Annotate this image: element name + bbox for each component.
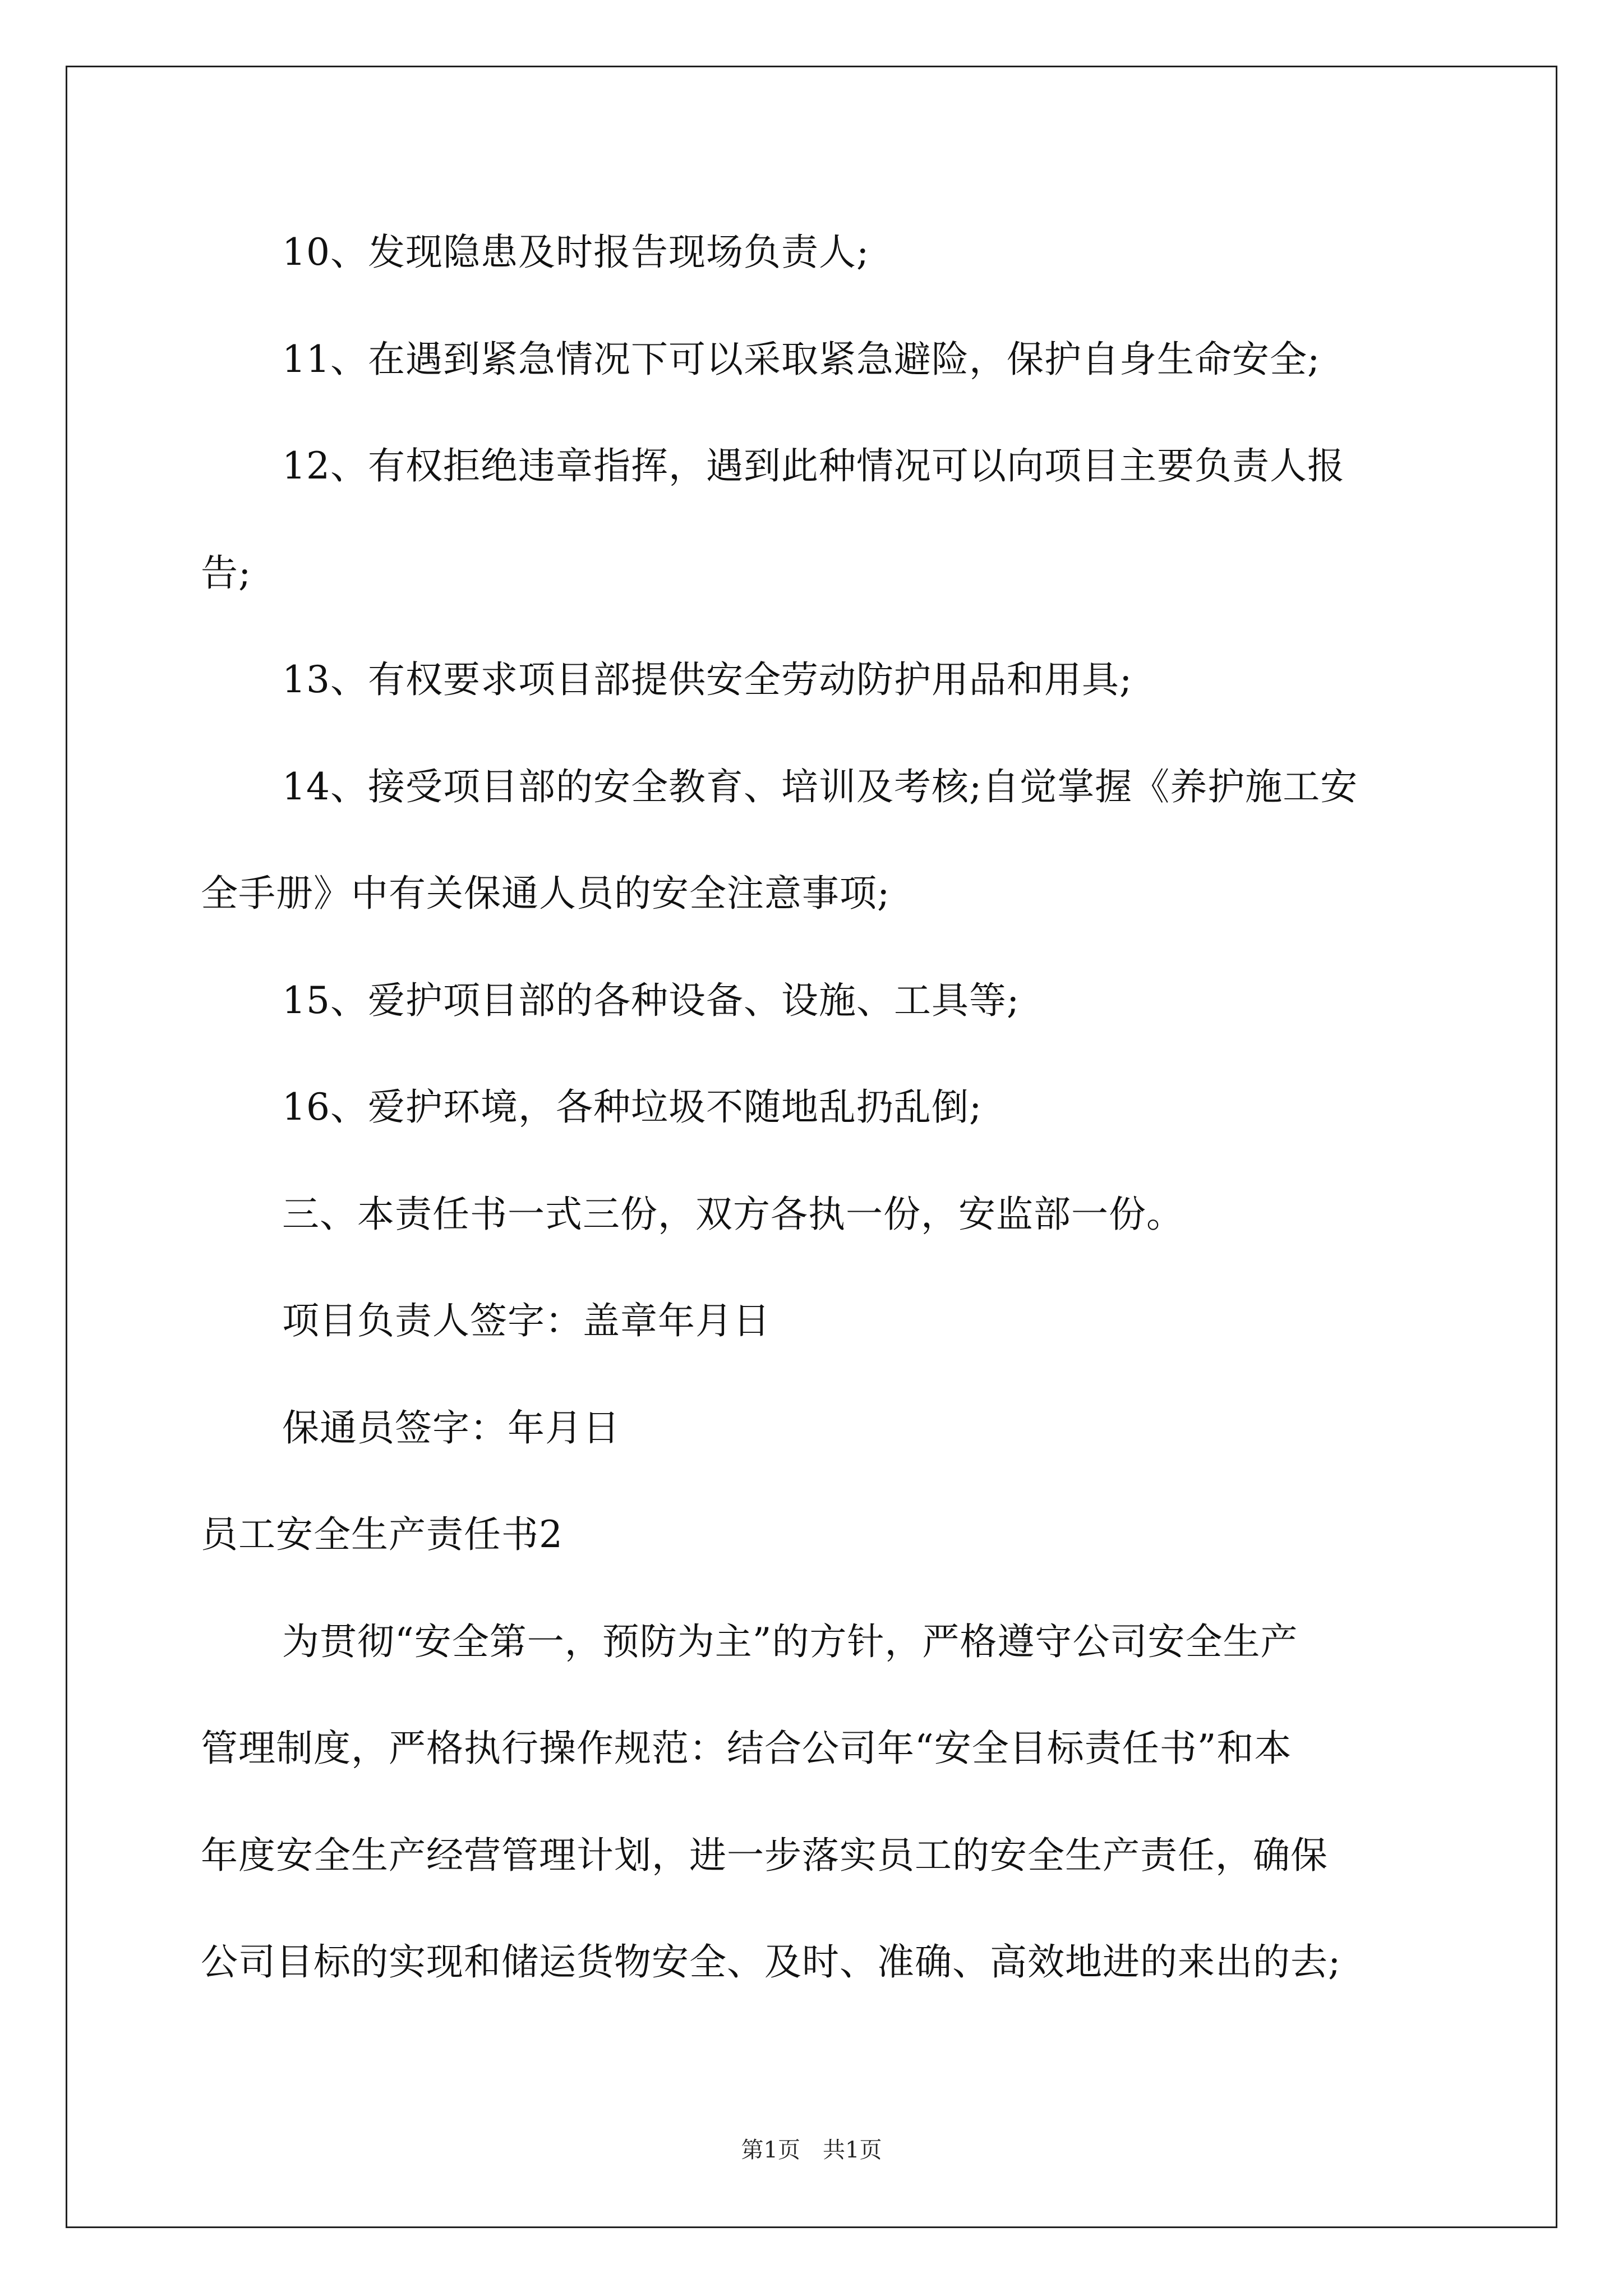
intro-paragraph-line-3: 年度安全生产经营管理计划，进一步落实员工的安全生产责任，确保	[201, 1834, 1328, 1877]
item-15: 15、爱护项目部的各种设备、设施、工具等;	[282, 979, 1020, 1022]
item-12: 12、有权拒绝违章指挥，遇到此种情况可以向项目主要负责人报	[282, 444, 1345, 487]
page-border	[66, 66, 1557, 2228]
intro-paragraph-line-4: 公司目标的实现和储运货物安全、及时、准确、高效地进的来出的去;	[201, 1940, 1341, 1984]
item-13: 13、有权要求项目部提供安全劳动防护用品和用具;	[282, 658, 1133, 701]
page-number-footer: 第1页 共1页	[741, 2137, 882, 2163]
item-14-continued: 全手册》中有关保通人员的安全注意事项;	[201, 872, 891, 915]
intro-paragraph-line-2: 管理制度，严格执行操作规范：结合公司年“安全目标责任书”和本	[201, 1727, 1292, 1770]
intro-paragraph-line-1: 为贯彻“安全第一，预防为主”的方针，严格遵守公司安全生产	[282, 1620, 1298, 1663]
item-11: 11、在遇到紧急情况下可以采取紧急避险，保护自身生命安全;	[282, 338, 1321, 381]
item-12-continued: 告;	[201, 551, 252, 595]
item-14: 14、接受项目部的安全教育、培训及考核;自觉掌握《养护施工安	[282, 765, 1358, 808]
clause-three: 三、本责任书一式三份，双方各执一份，安监部一份。	[282, 1193, 1184, 1236]
item-16: 16、爱护环境，各种垃圾不随地乱扔乱倒;	[282, 1085, 983, 1129]
project-lead-signature: 项目负责人签字：盖章年月日	[282, 1299, 771, 1342]
item-10: 10、发现隐患及时报告现场负责人;	[282, 231, 870, 274]
section-title: 员工安全生产责任书2	[201, 1513, 563, 1556]
officer-signature: 保通员签字：年月日	[282, 1406, 620, 1450]
